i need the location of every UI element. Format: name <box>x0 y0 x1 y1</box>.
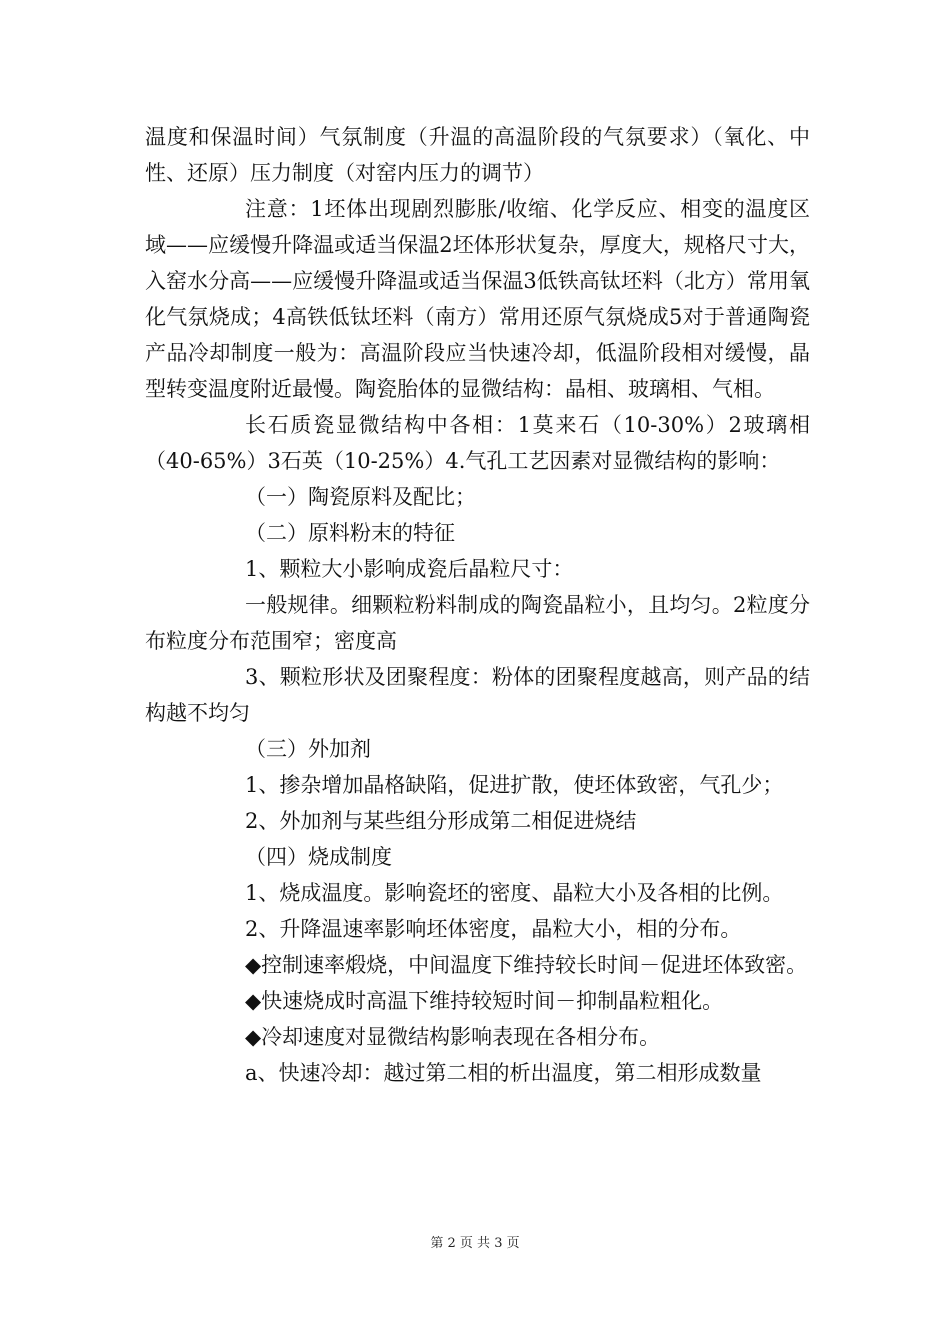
heading-firing-schedule: （四）烧成制度 <box>245 845 392 869</box>
list-item-doping: 1、掺杂增加晶格缺陷，促进扩散，使坯体致密，气孔少； <box>245 773 784 797</box>
bullet-fast-firing: ◆快速烧成时高温下维持较短时间－抑制晶粒粗化。 <box>245 989 724 1013</box>
page-footer <box>0 1232 950 1251</box>
bullet-controlled-rate: ◆控制速率煅烧，中间温度下维持较长时间－促进坯体致密。 <box>245 953 808 977</box>
bullet-cooling-speed: ◆冷却速度对显微结构影响表现在各相分布。 <box>245 1025 661 1049</box>
paragraph-notes: 注意：1坯体出现剧烈膨胀/收缩、化学反应、相变的温度区域——应缓慢升降温或适当保温2坯体形状复杂，厚度大，规格尺寸大，入窑水分高——应缓慢升降温或适当保温3低铁高钛坯料（北方）常用氧化气氛烧成；4高铁低钛坯料（南方）常用还原气氛烧成5对于普通陶瓷产品冷却制度一般为：高温阶段应当快速冷却，低温阶段相对缓慢，晶型转变温度附近最慢。陶瓷胎体的显微结构：晶相、玻璃相、气相。 <box>145 197 810 401</box>
heading-raw-materials: （一）陶瓷原料及配比； <box>245 485 476 509</box>
list-item-particle-size: 1、颗粒大小影响成瓷后晶粒尺寸： <box>245 557 574 581</box>
list-item-heating-rate: 2、升降温速率影响坯体密度，晶粒大小，相的分布。 <box>245 917 742 941</box>
heading-powder-features: （二）原料粉末的特征 <box>245 521 455 545</box>
page-number: 第 2 页 共 3 页 <box>430 1236 520 1251</box>
paragraph-firing-schedule: 温度和保温时间）气氛制度（升温的高温阶段的气氛要求）（氧化、中性、还原）压力制度（对窑内压力的调节） <box>145 125 810 185</box>
heading-additives: （三）外加剂 <box>245 737 371 761</box>
paragraph-general-rule: 一般规律。细颗粒粉料制成的陶瓷晶粒小，且均匀。2粒度分布粒度分布范围窄；密度高 <box>145 593 810 653</box>
list-item-particle-shape: 3、颗粒形状及团聚程度：粉体的团聚程度越高，则产品的结构越不均匀 <box>145 665 810 725</box>
paragraph-feldspar-phases: 长石质瓷显微结构中各相：1莫来石（10-30%）2玻璃相（40-65%）3石英（10-25%）4.气孔工艺因素对显微结构的影响： <box>145 413 810 473</box>
document-body <box>145 119 810 1091</box>
list-item-firing-temperature: 1、烧成温度。影响瓷坯的密度、晶粒大小及各相的比例。 <box>245 881 784 905</box>
list-item-second-phase: 2、外加剂与某些组分形成第二相促进烧结 <box>245 809 637 833</box>
list-item-fast-cooling: a、快速冷却：越过第二相的析出温度，第二相形成数量 <box>245 1061 762 1085</box>
